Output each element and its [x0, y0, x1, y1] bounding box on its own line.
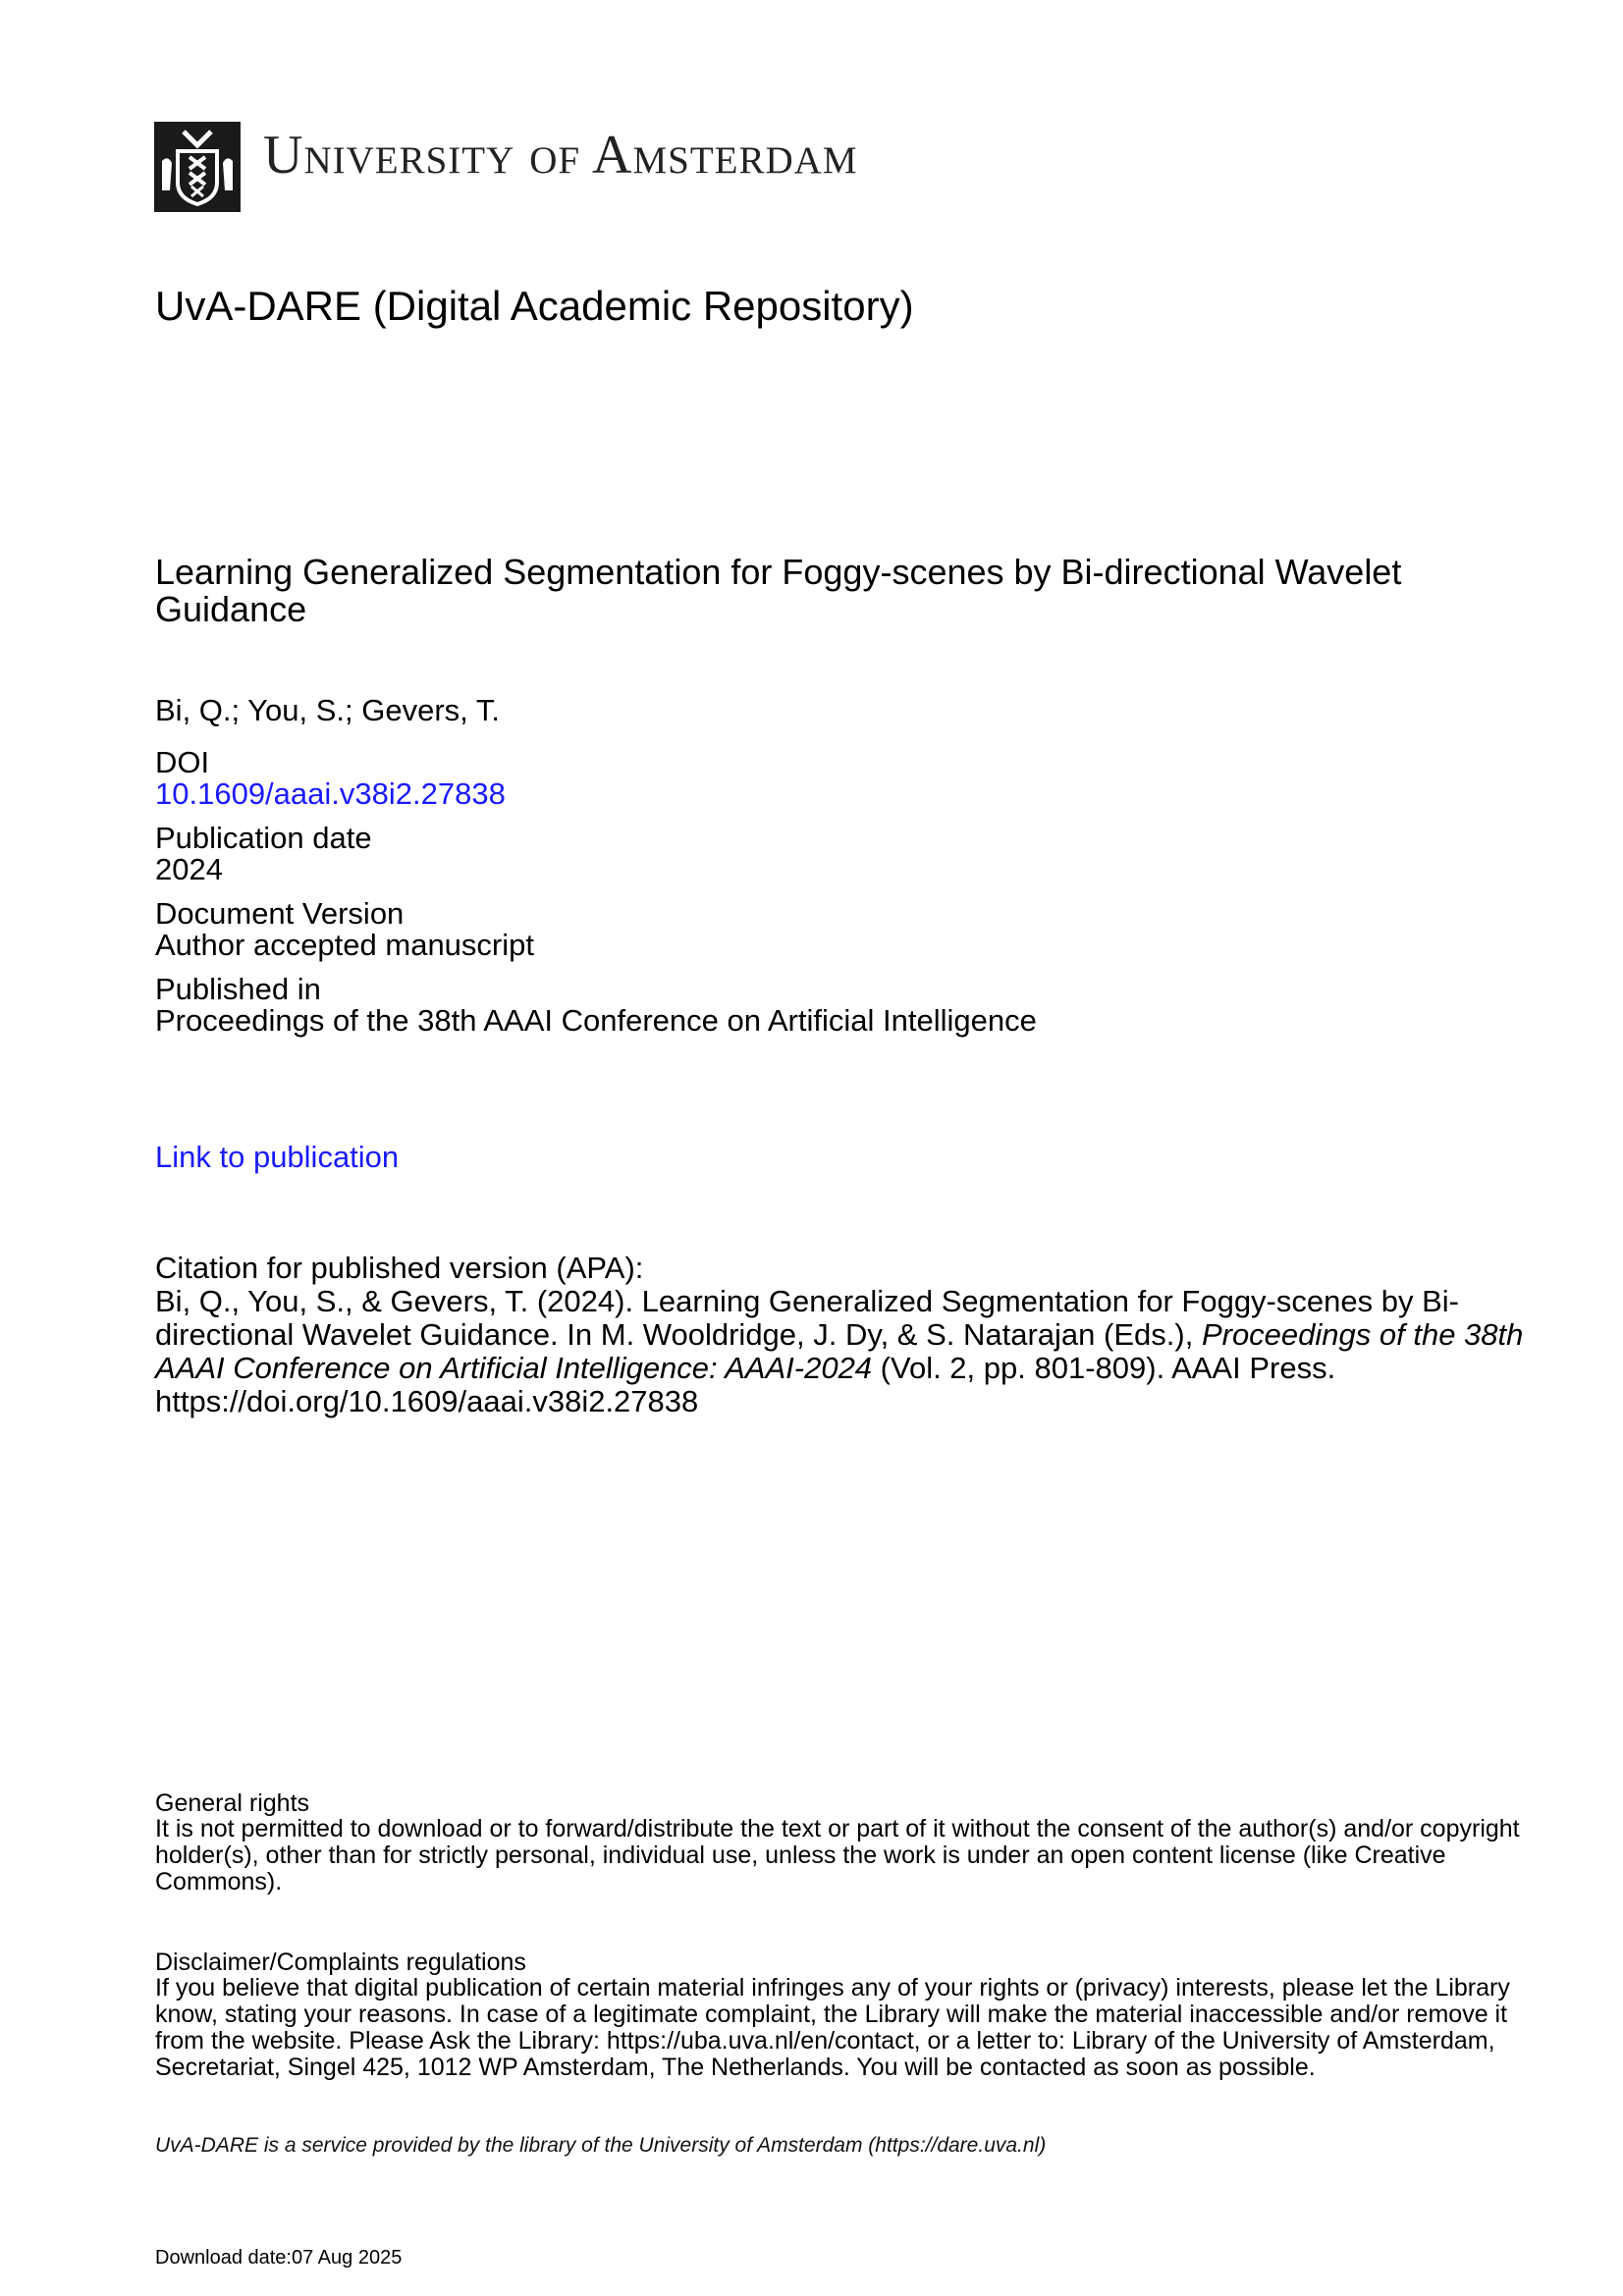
xxx-crest-icon: [154, 122, 241, 212]
citation-body: [155, 1285, 1530, 1418]
general-rights-label: General rights: [155, 1789, 310, 1817]
published-in-label: Published in: [155, 972, 321, 1006]
university-logo-text: University of Amsterdam: [263, 125, 858, 186]
publication-date-value: 2024: [155, 852, 223, 886]
publication-date-label: Publication date: [155, 821, 372, 855]
document-version-value: Author accepted manuscript: [155, 928, 534, 962]
repository-title: UvA-DARE (Digital Academic Repository): [155, 283, 914, 329]
service-statement: UvA-DARE is a service provided by the library of the University of Amsterdam (https://dare.uva.nl): [155, 2134, 1047, 2157]
paper-title: Learning Generalized Segmentation for Foggy-scenes by Bi-directional Wavelet Guidance: [155, 552, 1402, 629]
link-to-publication[interactable]: Link to publication: [155, 1140, 400, 1174]
citation-proceedings-title: Proceedings of the 38th AAAI Conference on Artificial Intelligence: AAAI-2024: [155, 1317, 1524, 1385]
general-rights-body: It is not permitted to download or to forward/distribute the text or part of it without the consent of the author(s) and/or copyright holder(s), other than for strictly personal, individual use, unless the work is under an open content license (like Creative Commons).: [155, 1815, 1520, 1896]
citation-text-part1: Bi, Q., You, S., & Gevers, T. (2024). Learning Generalized Segmentation for Foggy-scenes by Bi-directional Wavelet Guidance. In M. Wooldridge, J. Dy, & S. Natarajan (Eds.),: [155, 1284, 1459, 1352]
citation-text-part2: (Vol. 2, pp. 801-809). AAAI Press. https://doi.org/10.1609/aaai.v38i2.27838: [155, 1351, 1336, 1418]
published-in-value: Proceedings of the 38th AAAI Conference on Artificial Intelligence: [155, 1003, 1037, 1038]
authors: Bi, Q.; You, S.; Gevers, T.: [155, 693, 500, 727]
download-date: Download date:07 Aug 2025: [155, 2247, 403, 2269]
disclaimer-body: If you believe that digital publication of certain material infringes any of your rights or (privacy) interests, please let the Library know, stating your reasons. In case of a legitimate complaint, the Library will make the material inaccessible and/or remove it from the website. Please Ask the Library: https://uba.uva.nl/en/contact, or a letter to: Library of the University of Amsterdam, Secretariat, Singel 425, 1012 WP Amsterdam, The Netherlands. You will be contacted as soon as possible.: [155, 1974, 1510, 2081]
doi-link[interactable]: 10.1609/aaai.v38i2.27838: [155, 776, 506, 811]
disclaimer-label: Disclaimer/Complaints regulations: [155, 1949, 526, 1976]
document-version-label: Document Version: [155, 896, 405, 931]
doi-label: DOI: [155, 745, 210, 779]
citation-label: Citation for published version (APA):: [155, 1251, 644, 1285]
university-shield-logo: [154, 122, 241, 212]
